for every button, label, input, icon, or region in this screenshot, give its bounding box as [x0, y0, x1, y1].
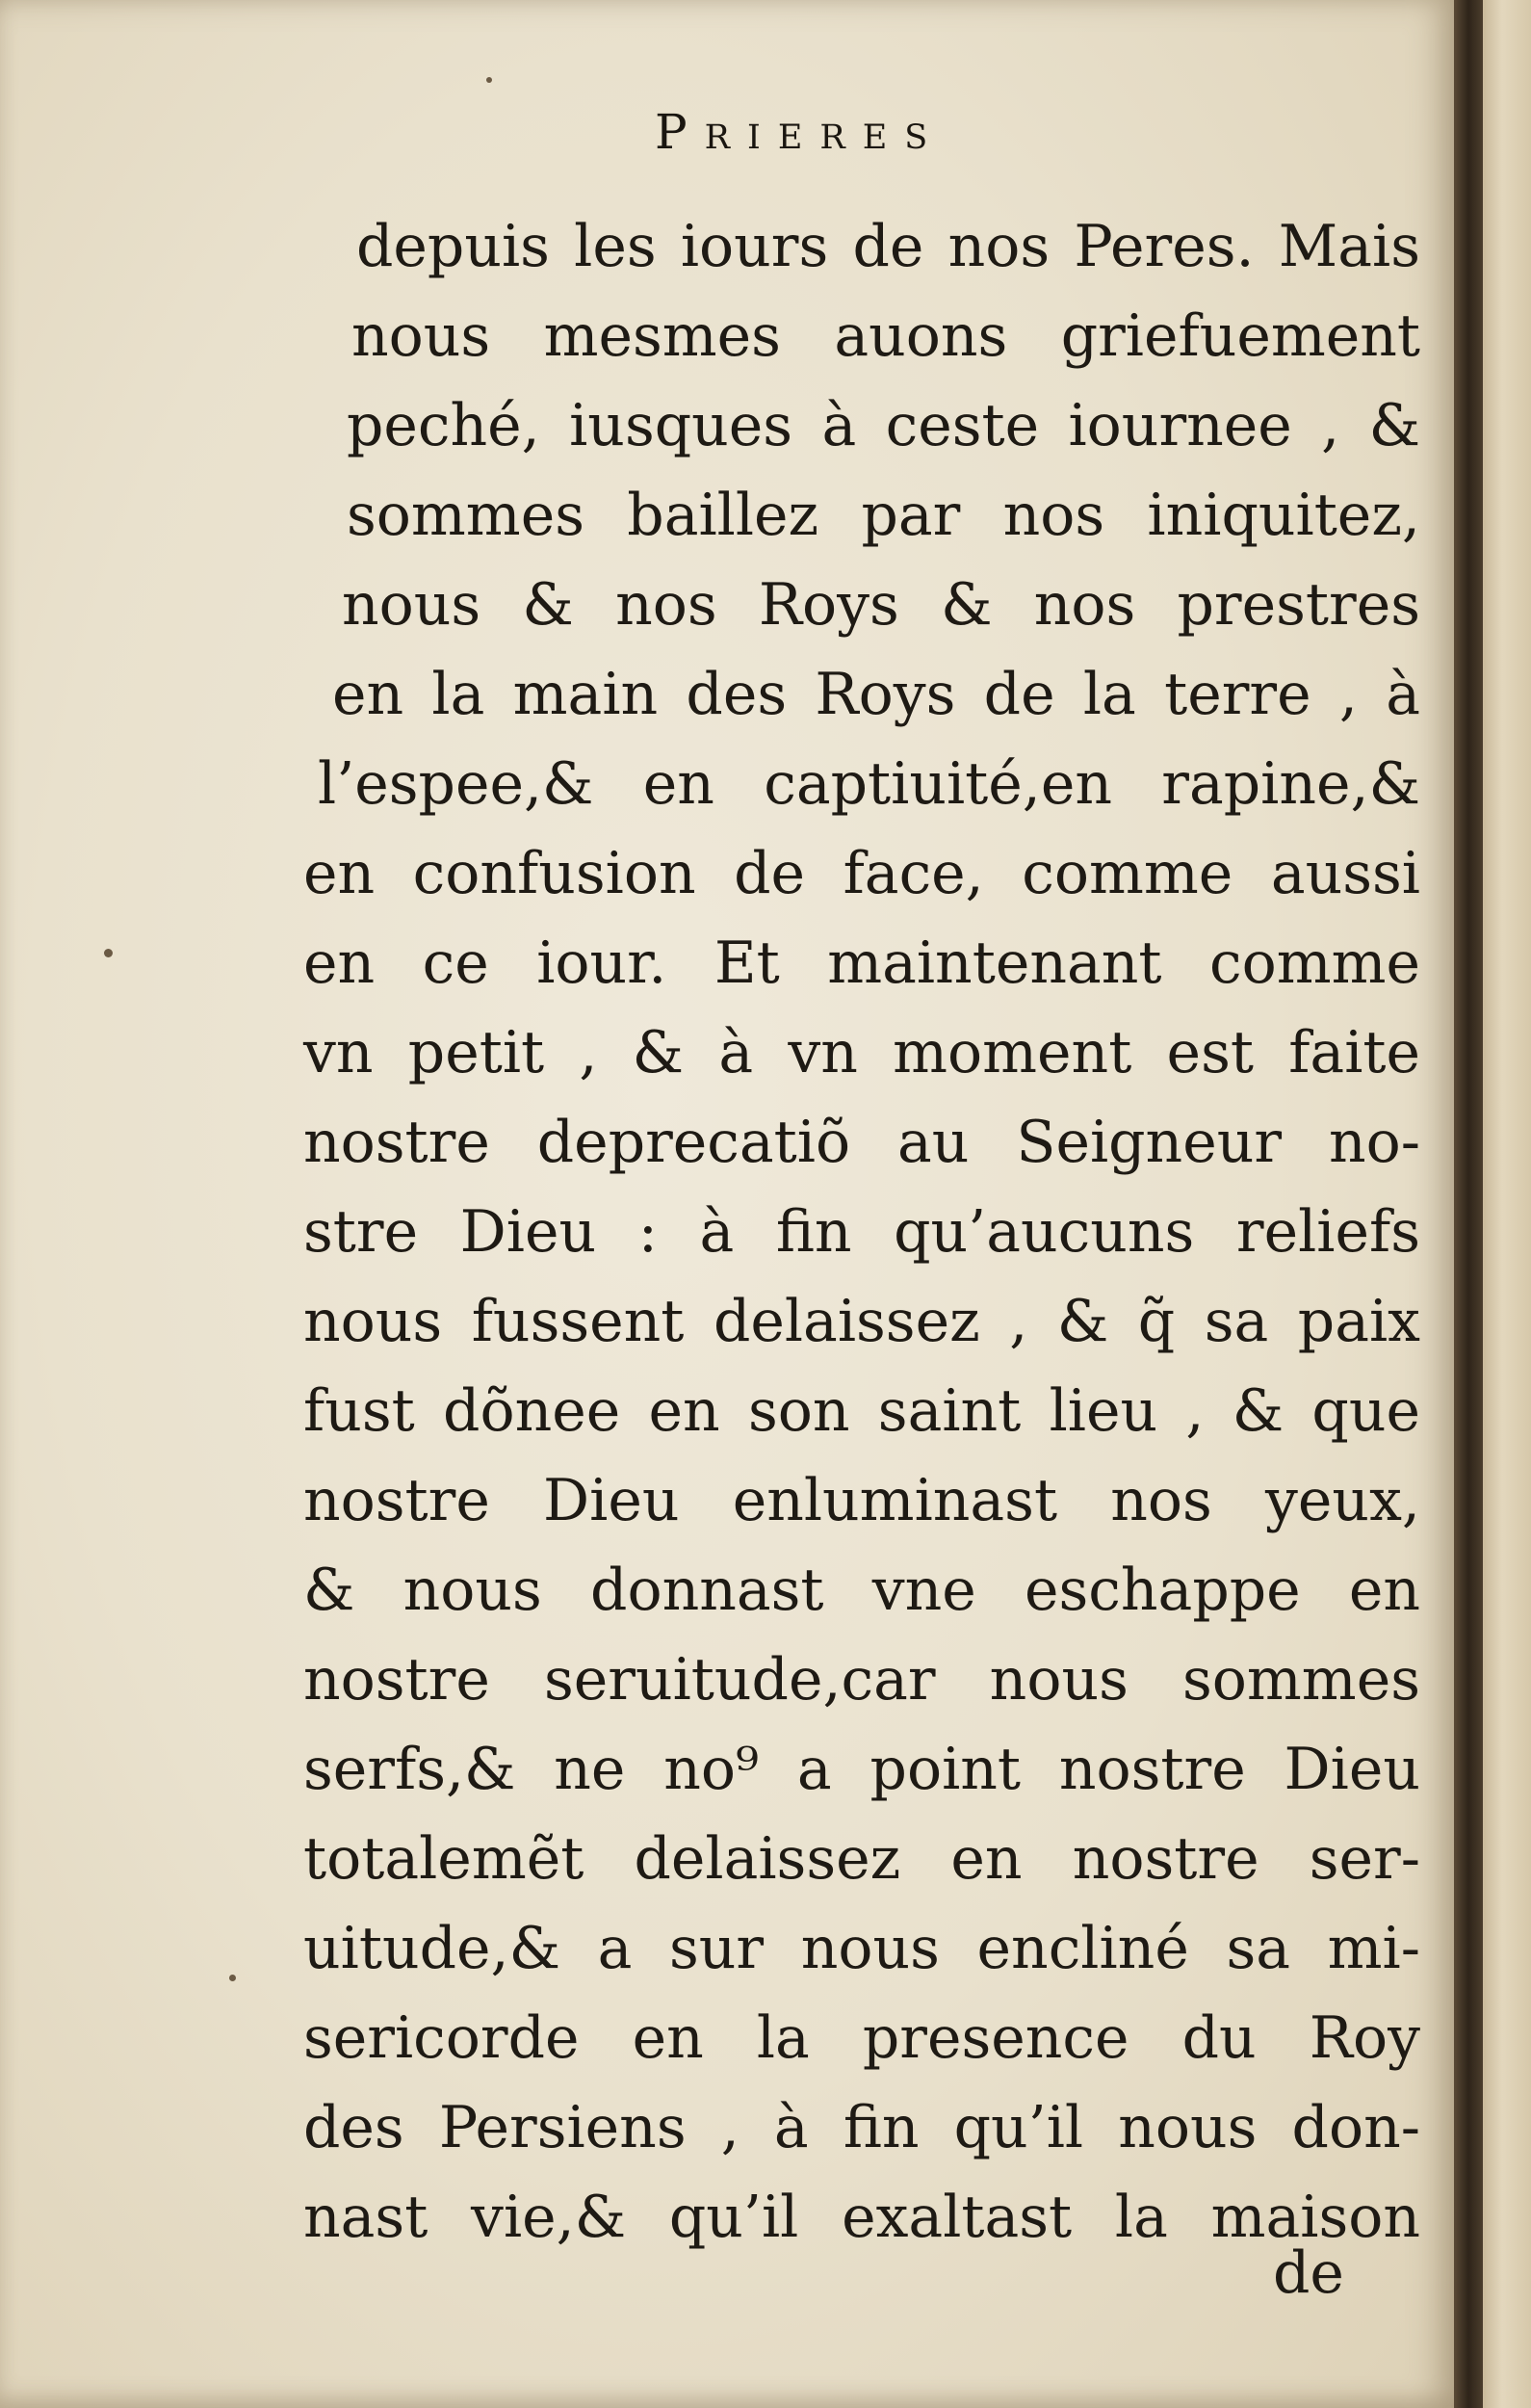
text-line: serfs,& ne no⁹ a point nostre Dieu	[303, 1736, 1420, 1803]
text-line: stre Dieu : à fin qu’aucuns reliefs	[303, 1198, 1420, 1266]
text-line: sericorde en la presence du Roy	[303, 2004, 1420, 2072]
text-line: en ce iour. Et maintenant comme	[303, 929, 1420, 997]
text-line: fust dõnee en son saint lieu , & que	[303, 1377, 1420, 1445]
text-line: des Persiens , à fin qu’il nous don-	[303, 2094, 1420, 2161]
text-line: en la main des Roys de la terre , à	[332, 661, 1420, 728]
text-line: nous & nos Roys & nos prestres	[342, 571, 1420, 639]
text-line: nous mesmes auons griefuement	[351, 302, 1420, 370]
text-line: sommes baillez par nos iniquitez,	[347, 482, 1420, 549]
text-line: nostre Dieu enluminast nos yeux,	[303, 1467, 1420, 1534]
paper-speck	[486, 77, 492, 83]
catchword: de	[1273, 2239, 1344, 2307]
text-line: vn petit , & à vn moment est faite	[303, 1019, 1420, 1086]
text-line: totalemẽt delaissez en nostre ser-	[303, 1825, 1420, 1893]
text-line: nous fussent delaissez , & q̃ sa paix	[303, 1288, 1420, 1355]
paper-speck	[104, 949, 113, 957]
body-text	[303, 202, 1420, 2263]
text-line: nast vie,& qu’il exaltast la maison	[303, 2184, 1420, 2251]
running-header: Prieres	[655, 104, 946, 160]
book-gutter	[1454, 0, 1483, 2408]
text-line: & nous donnast vne eschappe en	[303, 1557, 1420, 1624]
text-line: depuis les iours de nos Peres. Mais	[356, 213, 1420, 280]
paper-speck	[229, 1975, 236, 1981]
text-line: en confusion de face, comme aussi	[303, 840, 1420, 907]
text-line: uitude,& a sur nous encliné sa mi-	[303, 1915, 1420, 1982]
text-line: l’espee,& en captiuité,en rapine,&	[318, 750, 1420, 818]
text-line: nostre seruitude,car nous sommes	[303, 1646, 1420, 1714]
text-line: peché, iusques à ceste iournee , &	[347, 392, 1420, 459]
text-line: nostre deprecatiõ au Seigneur no-	[303, 1109, 1420, 1176]
adjacent-page-edge	[1483, 0, 1531, 2408]
